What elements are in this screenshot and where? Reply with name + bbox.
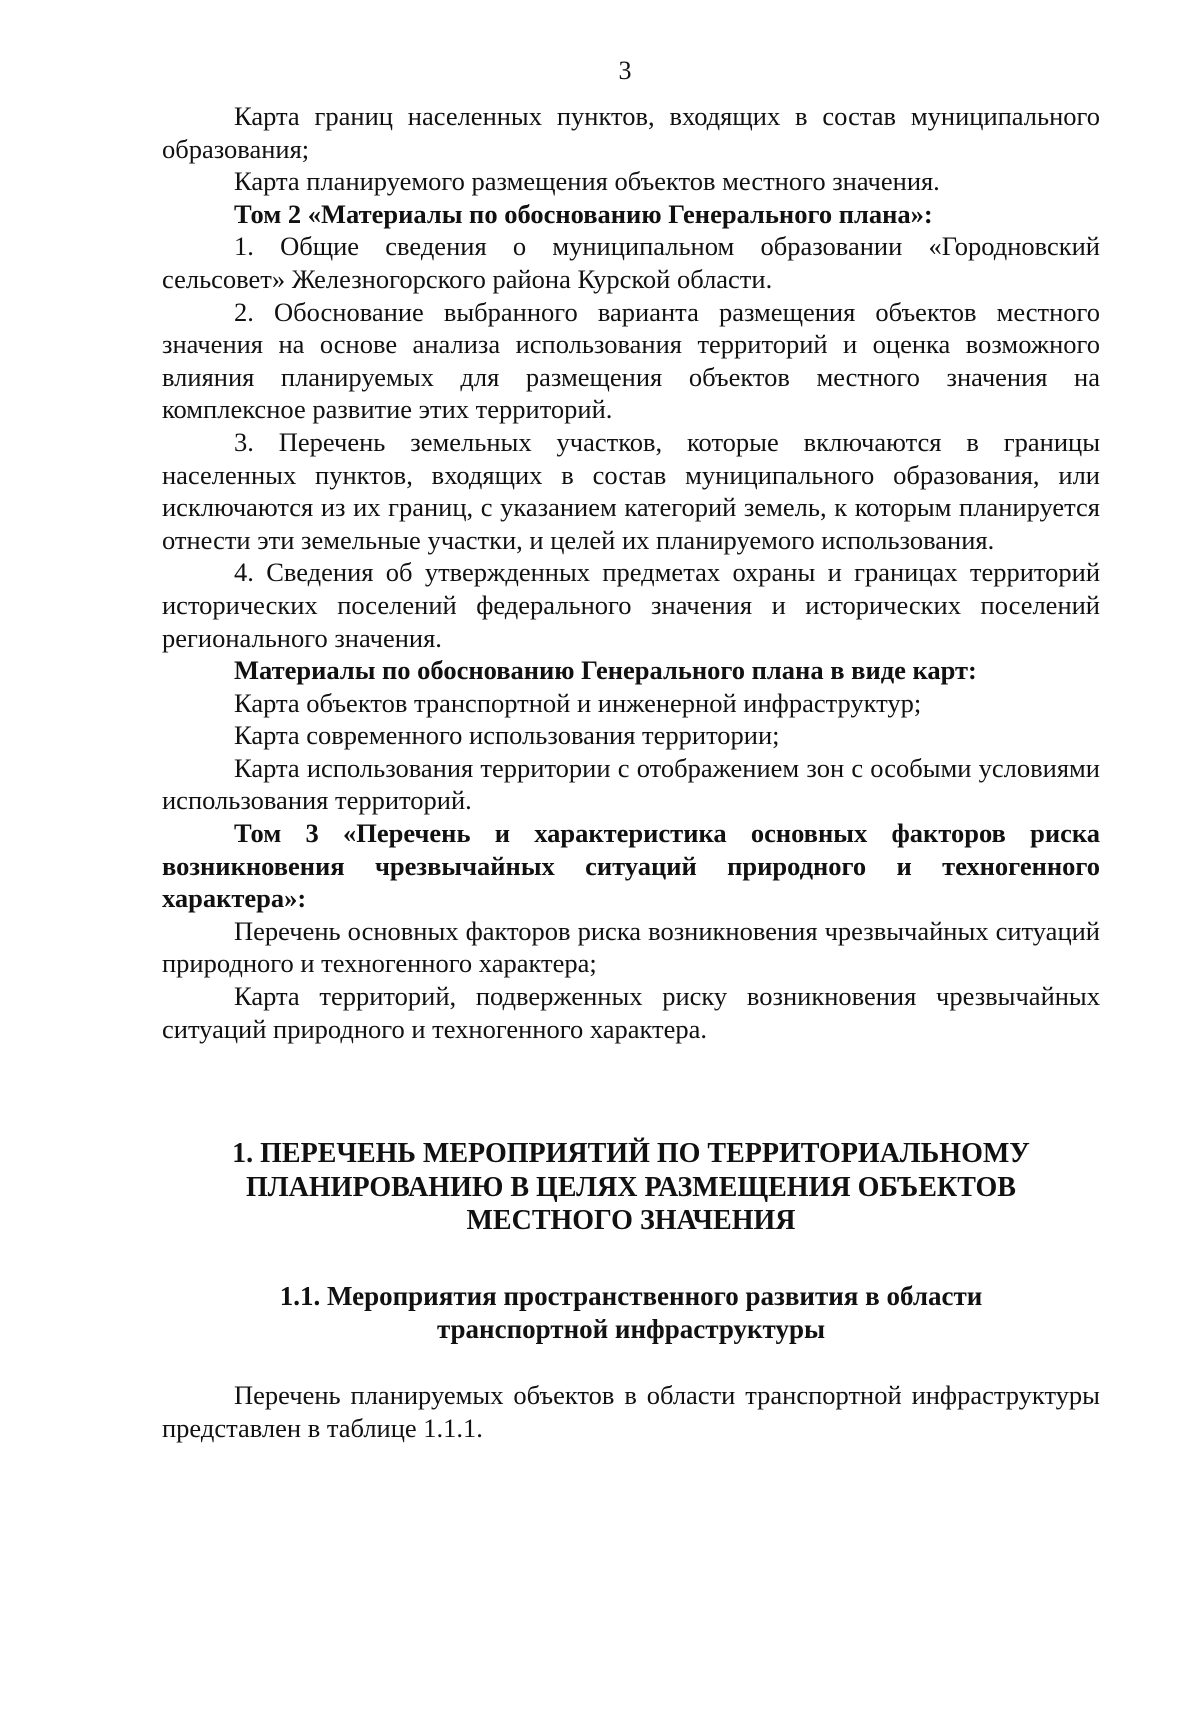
list-item: 4. Сведения об утвержденных предметах охраны и границах территорий исторических поселений федерального значения и исторических поселений регионального значения. xyxy=(162,557,1100,653)
paragraph: Карта планируемого размещения объектов местного значения. xyxy=(234,166,940,197)
subsection-heading xyxy=(162,1280,1100,1346)
section-heading-line: ПЛАНИРОВАНИЮ В ЦЕЛЯХ РАЗМЕЩЕНИЯ ОБЪЕКТОВ xyxy=(246,1171,1016,1203)
closing-paragraph: Перечень планируемых объектов в области транспортной инфраструктуры представлен в таблице 1.1.1. xyxy=(162,1380,1100,1443)
paragraph: Карта объектов транспортной и инженерной инфраструктур; xyxy=(234,687,922,718)
page-number: 3 xyxy=(618,56,632,85)
list-item: 1. Общие сведения о муниципальном образовании «Городновский сельсовет» Железногорского района Курской области. xyxy=(162,231,1100,294)
document-body xyxy=(162,100,1100,1045)
section-heading-line: МЕСТНОГО ЗНАЧЕНИЯ xyxy=(466,1205,796,1236)
closing-text xyxy=(162,1379,1100,1444)
section-heading-line: 1. ПЕРЕЧЕНЬ МЕРОПРИЯТИЙ ПО ТЕРРИТОРИАЛЬНОМУ xyxy=(232,1138,1030,1169)
volume-3-title: Том 3 «Перечень и характеристика основных факторов риска возникновения чрезвычайных ситуаций природного и техногенного характера»: xyxy=(162,818,1100,914)
section-heading xyxy=(162,1137,1100,1238)
paragraph: Карта границ населенных пунктов, входящих в состав муниципального образования; xyxy=(162,101,1100,164)
paragraph: Карта территорий, подверженных риску возникновения чрезвычайных ситуаций природного и техногенного характера. xyxy=(162,981,1100,1044)
subsection-heading-line: 1.1. Мероприятия пространственного развития в области xyxy=(279,1281,983,1311)
list-item: 2. Обоснование выбранного варианта размещения объектов местного значения на основе анализа использования территорий и оценка возможного влияния планируемых для размещения объектов местного значения на комплексное развитие этих территорий. xyxy=(162,296,1100,425)
subsection-heading-line: транспортной инфраструктуры xyxy=(436,1314,826,1344)
maps-subtitle: Материалы по обоснованию Генерального плана в виде карт: xyxy=(234,655,977,686)
paragraph: Карта использования территории с отображением зон с особыми условиями использования территорий. xyxy=(162,752,1100,816)
paragraph: Перечень основных факторов риска возникновения чрезвычайных ситуаций природного и техногенного характера; xyxy=(162,915,1100,979)
list-item: 3. Перечень земельных участков, которые включаются в границы населенных пунктов, входящих в состав муниципального образования, или исключаются из их границ, с указанием категорий земель, к которым планируется отнести эти земельные участки, и целей их планируемого использования. xyxy=(162,426,1100,555)
paragraph: Карта современного использования территории; xyxy=(234,720,780,751)
volume-2-title: Том 2 «Материалы по обоснованию Генерального плана»: xyxy=(234,198,933,229)
